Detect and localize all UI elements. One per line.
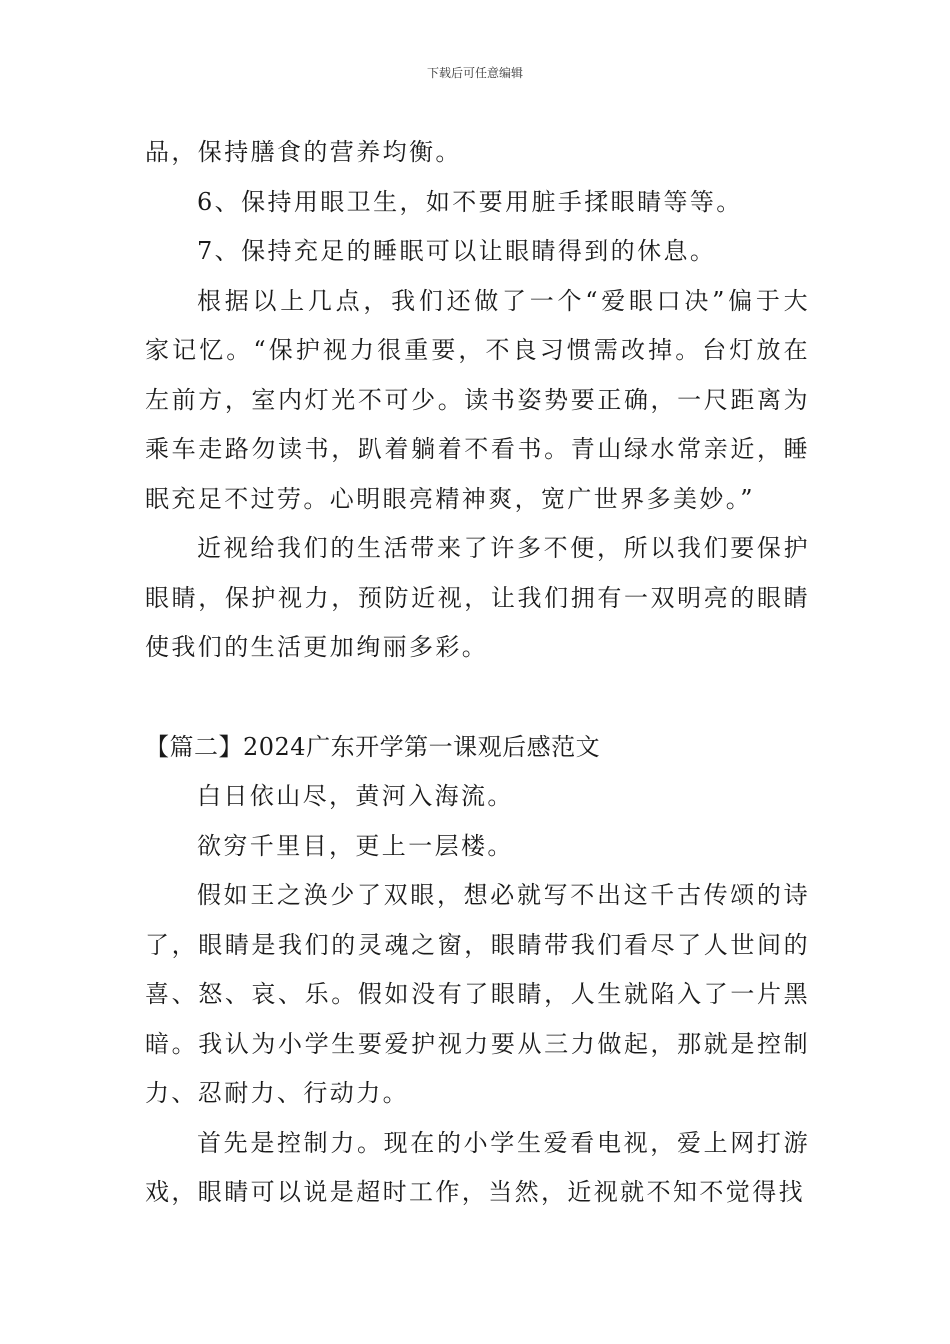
- paragraph-line: 7、保持充足的睡眠可以让眼睛得到的休息。: [197, 237, 717, 265]
- paragraph-line: 首先是控制力。现在的小学生爱看电视，爱上网打游: [197, 1128, 810, 1157]
- paragraph-line: 乘车走路勿读书，趴着躺着不看书。青山绿水常亲近，睡: [145, 435, 810, 463]
- paragraph: [145, 772, 810, 822]
- paragraph: [145, 822, 810, 872]
- paragraph-line: 6、保持用眼卫生，如不要用脏手揉眼睛等等。: [197, 187, 743, 216]
- paragraph-line: 眼睛，保护视力，预防近视，让我们拥有一双明亮的眼睛: [145, 583, 810, 612]
- page-header-note: 下载后可任意编辑: [426, 66, 523, 80]
- section-2-paragraphs: [145, 772, 810, 1218]
- paragraph: [145, 524, 810, 673]
- paragraph-line: 白日依山尽，黄河入海流。: [197, 782, 514, 810]
- paragraph-line: 品，保持膳食的营养均衡。: [145, 138, 462, 166]
- paragraph-line: 欲穷千里目，更上一层楼。: [197, 831, 514, 860]
- section-2-heading: 【篇二】2024广东开学第一课观后感范文: [145, 732, 601, 761]
- paragraph-line: 家记忆。“保护视力很重要，不良习惯需改掉。台灯放在: [145, 336, 810, 364]
- paragraph: [145, 227, 810, 277]
- paragraph: [145, 178, 810, 228]
- paragraph-line: 眠充足不过劳。心明眼亮精神爽，宽广世界多美妙。”: [145, 484, 755, 513]
- paragraph-line: 了，眼睛是我们的灵魂之窗，眼睛带我们看尽了人世间的: [145, 930, 810, 959]
- paragraph-line: 喜、怒、哀、乐。假如没有了眼睛，人生就陷入了一片黑: [145, 980, 810, 1008]
- paragraph-line: 使我们的生活更加绚丽多彩。: [145, 633, 489, 661]
- paragraph: [145, 1119, 810, 1218]
- document-body: [145, 128, 810, 1218]
- paragraph-line: 暗。我认为小学生要爱护视力要从三力做起，那就是控制: [145, 1029, 810, 1058]
- paragraph: [145, 871, 810, 1119]
- paragraph: [145, 277, 810, 525]
- paragraph-line: 近视给我们的生活带来了许多不便，所以我们要保护: [197, 534, 810, 562]
- paragraph-line: 戏，眼睛可以说是超时工作，当然，近视就不知不觉得找: [145, 1178, 805, 1206]
- paragraph-line: 根据以上几点，我们还做了一个“爱眼口决”偏于大: [197, 286, 810, 315]
- paragraph-line: 假如王之涣少了双眼，想必就写不出这千古传颂的诗: [197, 881, 810, 909]
- section-1-paragraphs: [145, 128, 810, 673]
- paragraph: [145, 128, 810, 178]
- paragraph-line: 左前方，室内灯光不可少。读书姿势要正确，一尺距离为: [145, 385, 810, 414]
- paragraph-line: 力、忍耐力、行动力。: [145, 1079, 409, 1107]
- section-spacer: [145, 673, 810, 723]
